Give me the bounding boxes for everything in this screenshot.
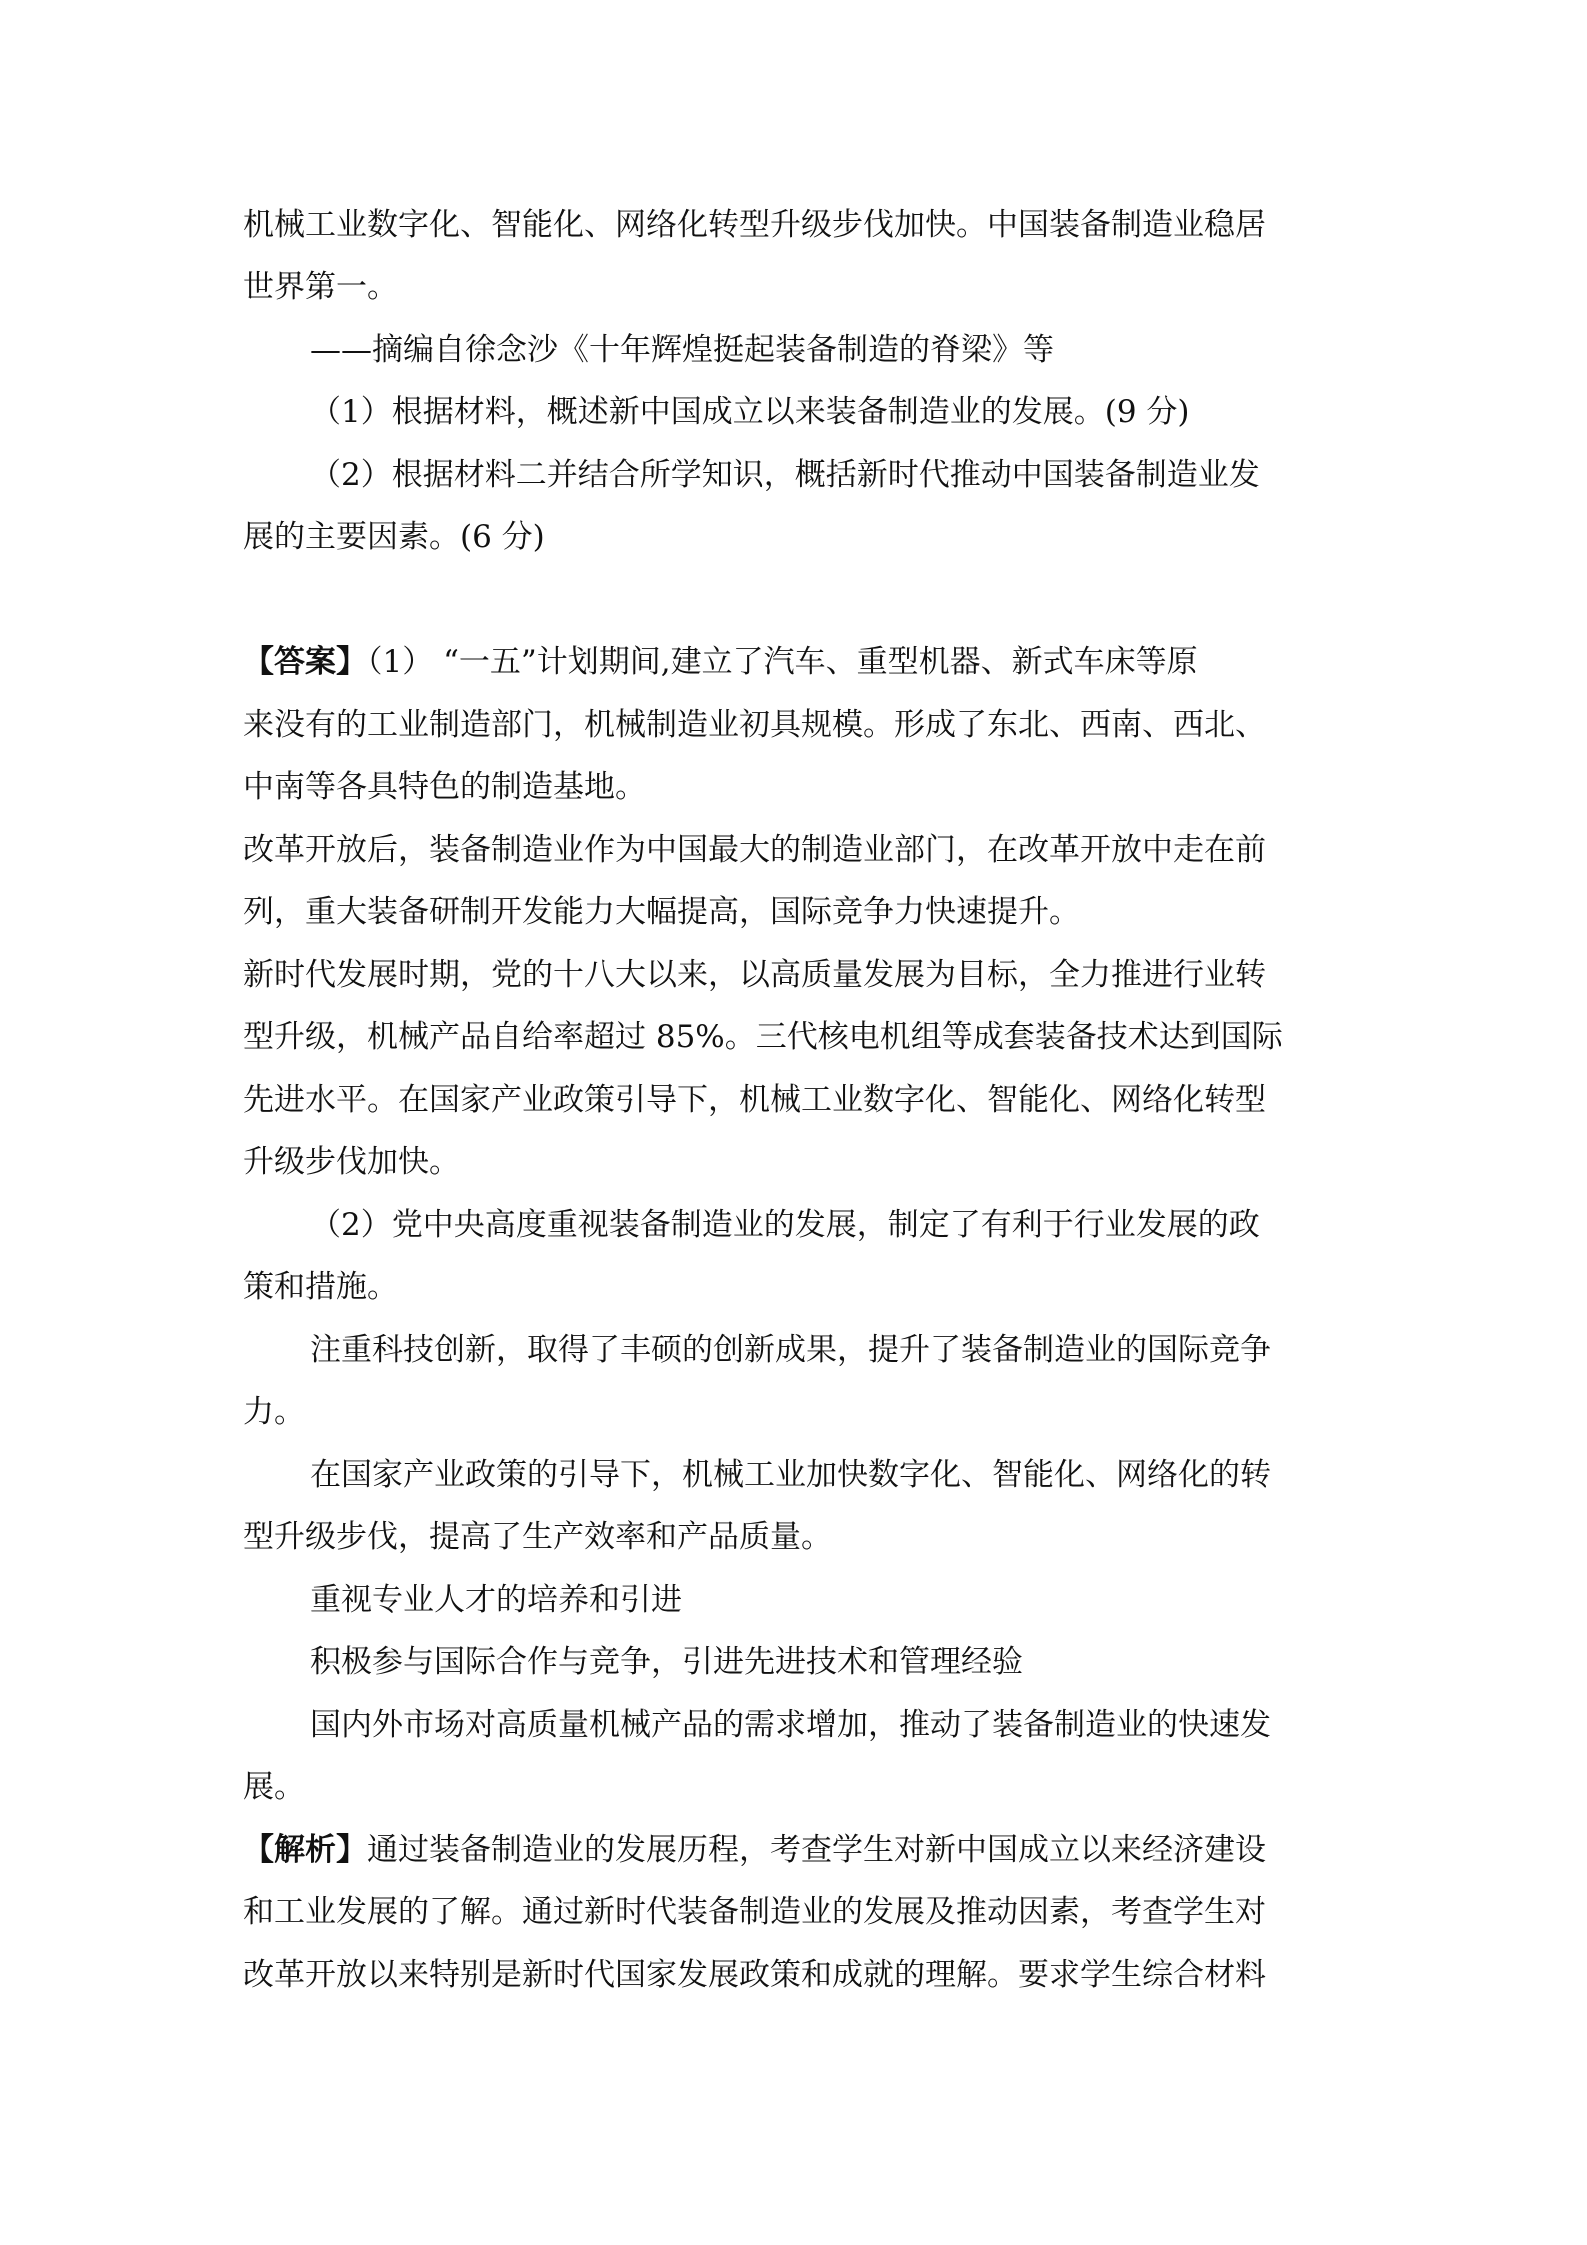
analysis-first-line <box>243 1830 1266 1870</box>
answer-line: 展。 <box>243 1769 305 1805</box>
question-2-line-1: （2）根据材料二并结合所学知识，概括新时代推动中国装备制造业发 <box>310 457 1260 493</box>
answer-line: 列，重大装备研制开发能力大幅提高，国际竞争力快速提升。 <box>243 894 1080 930</box>
analysis-first-line-text: 通过装备制造业的发展历程，考查学生对新中国成立以来经济建设 <box>367 1832 1266 1868</box>
analysis-line: 和工业发展的了解。通过新时代装备制造业的发展及推动因素，考查学生对 <box>243 1894 1266 1930</box>
answer-line: 先进水平。在国家产业政策引导下，机械工业数字化、智能化、网络化转型 <box>243 1082 1266 1118</box>
answer-line: 注重科技创新，取得了丰硕的创新成果，提升了装备制造业的国际竞争 <box>310 1332 1271 1368</box>
answer-line: 在国家产业政策的引导下，机械工业加快数字化、智能化、网络化的转 <box>310 1457 1271 1493</box>
material-line-1: 机械工业数字化、智能化、网络化转型升级步伐加快。中国装备制造业稳居 <box>243 207 1266 243</box>
analysis-label: 【解析】 <box>243 1832 367 1868</box>
answer-first-line-text: （1） “一五”计划期间,建立了汽车、重型机器、新式车床等原 <box>367 644 1198 680</box>
answer-line: 中南等各具特色的制造基地。 <box>243 769 646 805</box>
answer-line: 策和措施。 <box>243 1269 398 1305</box>
answer-line: （2）党中央高度重视装备制造业的发展，制定了有利于行业发展的政 <box>310 1207 1260 1243</box>
material-line-2: 世界第一。 <box>243 269 398 305</box>
answer-line: 新时代发展时期，党的十八大以来，以高质量发展为目标，全力推进行业转 <box>243 957 1266 993</box>
answer-label: 【答案】 <box>243 644 367 680</box>
question-2-line-2: 展的主要因素。(6 分) <box>243 519 545 555</box>
analysis-line: 改革开放以来特别是新时代国家发展政策和成就的理解。要求学生综合材料 <box>243 1957 1266 1993</box>
answer-line: 力。 <box>243 1394 305 1430</box>
answer-line: 国内外市场对高质量机械产品的需求增加，推动了装备制造业的快速发 <box>310 1707 1271 1743</box>
answer-line: 型升级步伐，提高了生产效率和产品质量。 <box>243 1519 832 1555</box>
answer-line: 升级步伐加快。 <box>243 1144 460 1180</box>
answer-first-line <box>243 642 1198 682</box>
answer-line: 重视专业人才的培养和引进 <box>310 1582 682 1618</box>
answer-line: 积极参与国际合作与竞争，引进先进技术和管理经验 <box>310 1644 1023 1680</box>
answer-line: 型升级，机械产品自给率超过 85%。三代核电机组等成套装备技术达到国际 <box>243 1019 1283 1055</box>
answer-line: 来没有的工业制造部门，机械制造业初具规模。形成了东北、西南、西北、 <box>243 707 1266 743</box>
answer-line: 改革开放后，装备制造业作为中国最大的制造业部门，在改革开放中走在前 <box>243 832 1266 868</box>
material-source: ——摘编自徐念沙《十年辉煌挺起装备制造的脊梁》等 <box>310 332 1054 368</box>
question-1: （1）根据材料，概述新中国成立以来装备制造业的发展。(9 分) <box>310 394 1190 430</box>
